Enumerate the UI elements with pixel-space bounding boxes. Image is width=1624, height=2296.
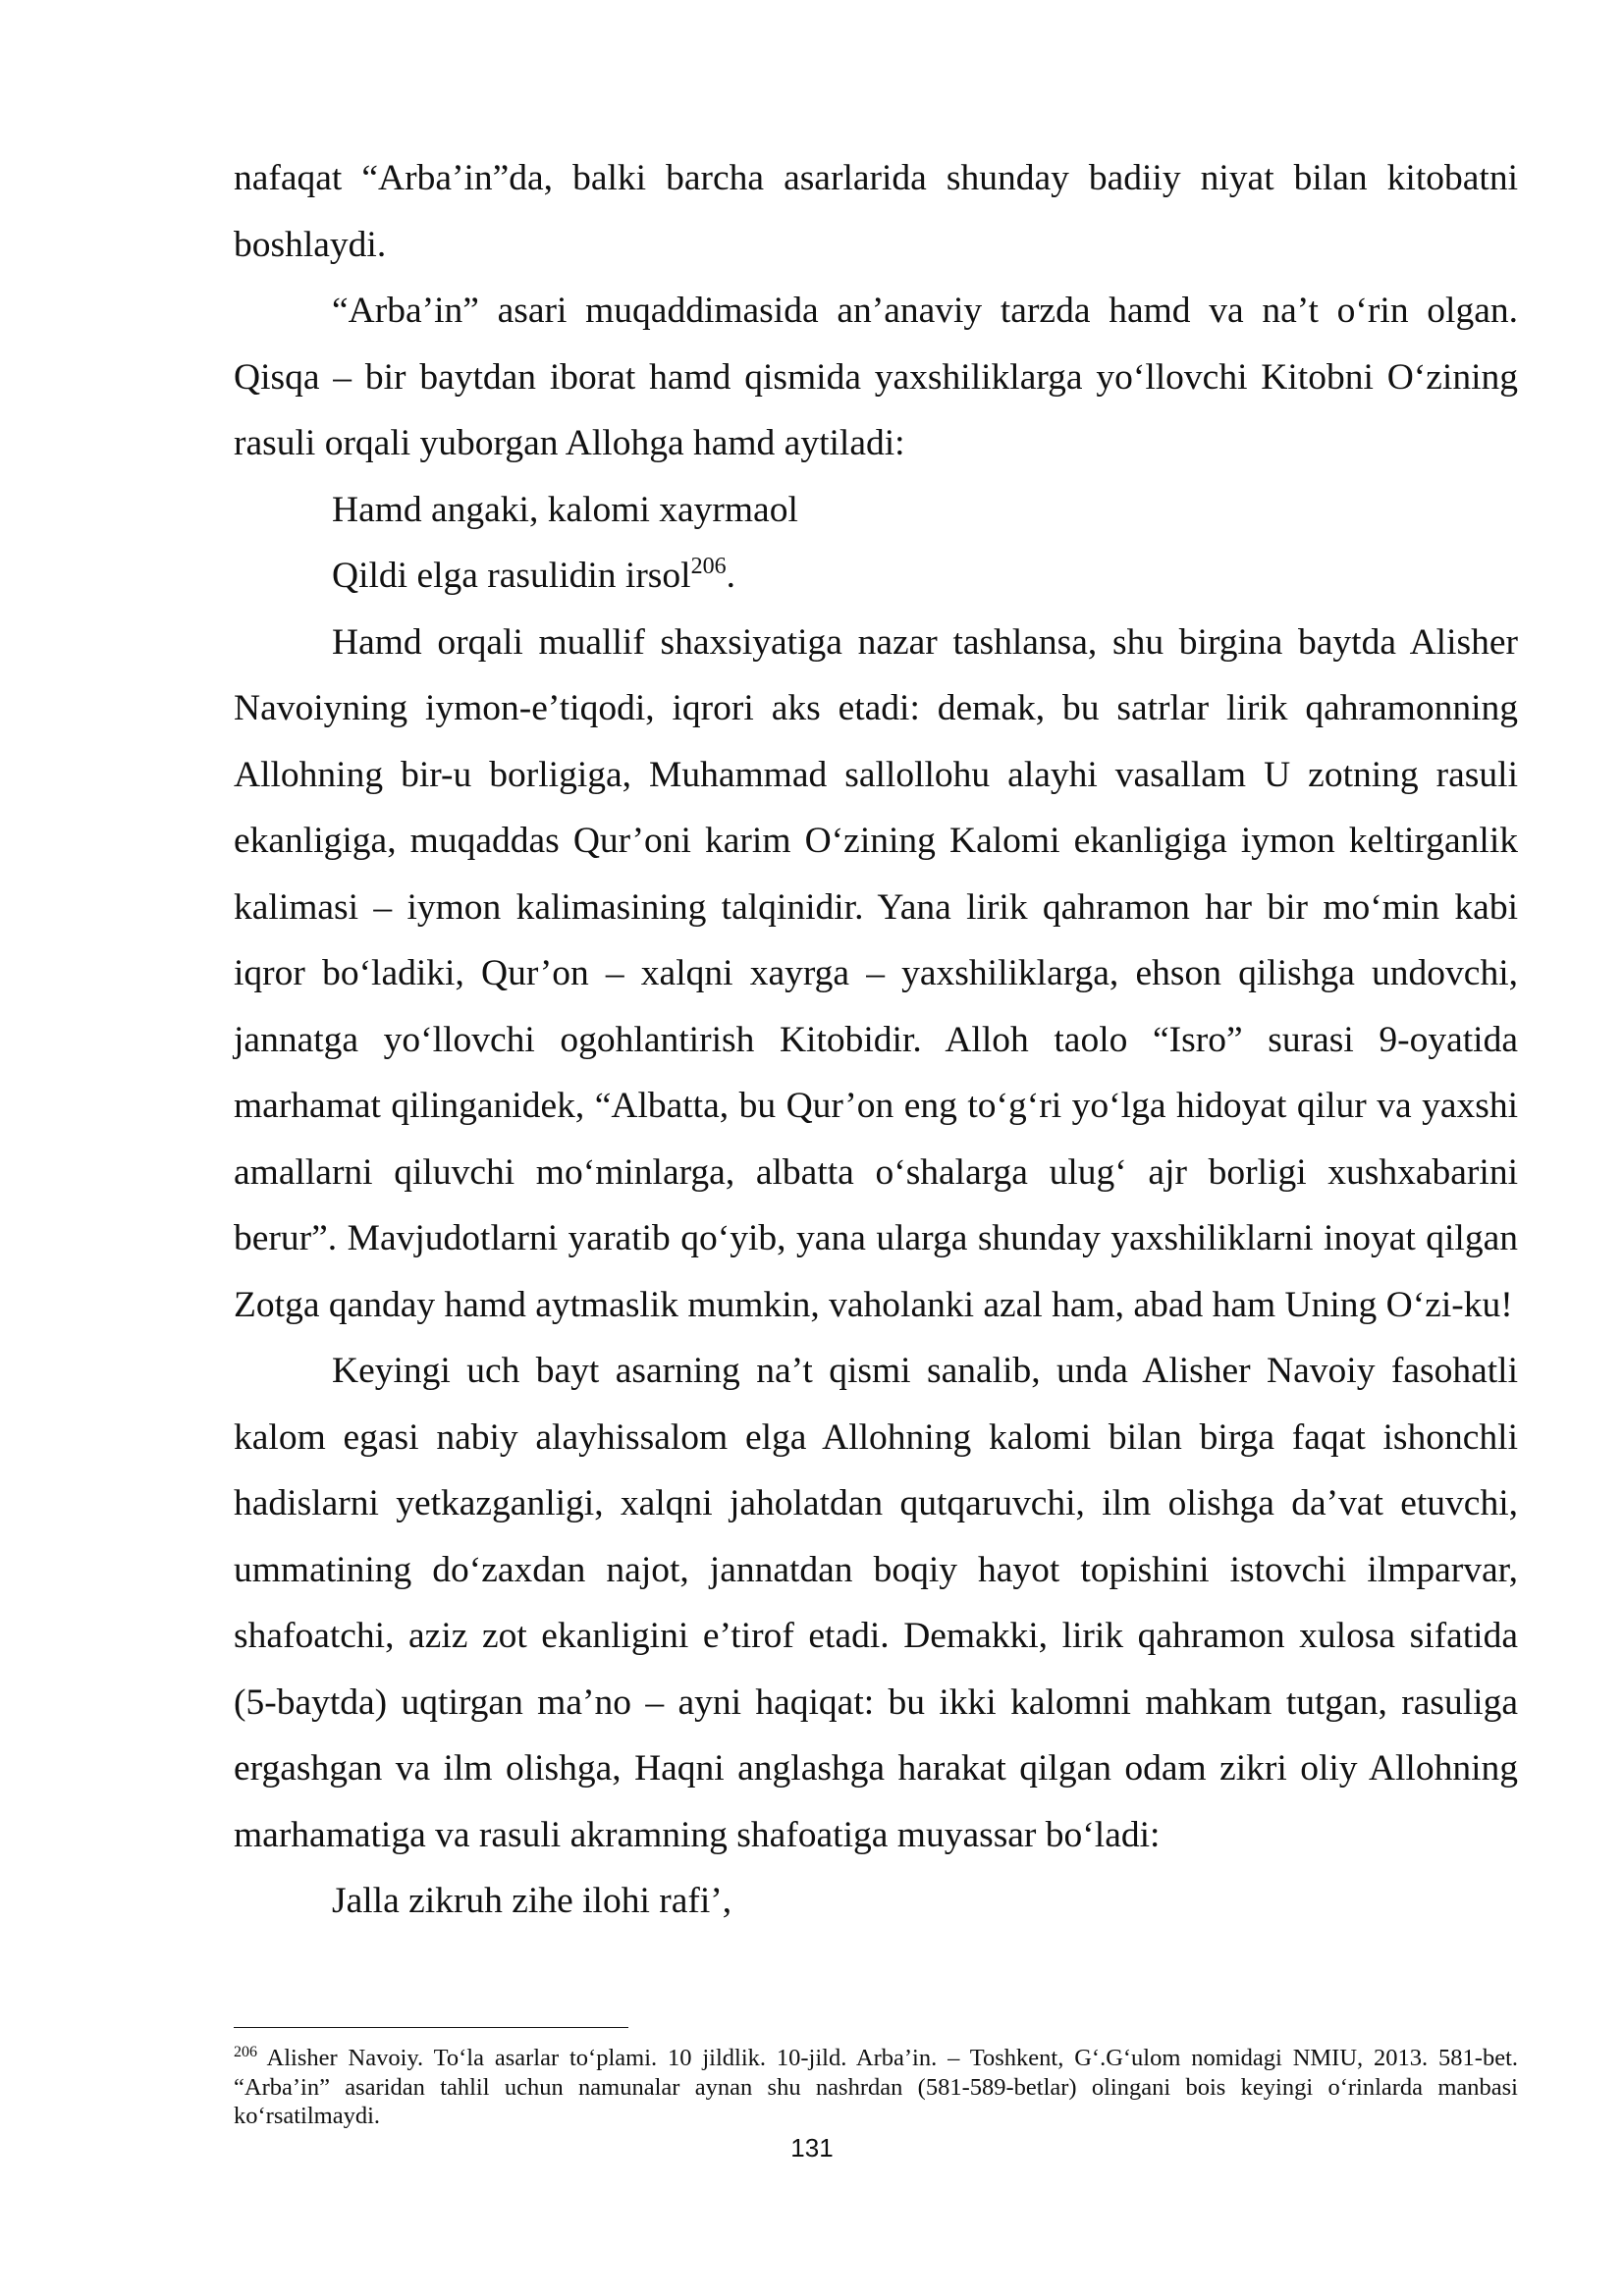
verse-line-2-text: Qildi elga rasulidin irsol bbox=[332, 556, 691, 596]
verse-line-3: Jalla zikruh zihe ilohi rafi’, bbox=[332, 1881, 732, 1921]
paragraph-continuation: nafaqat “Arba’in”da, balki barcha asarlarida shunday badiiy niyat bilan kitobatni boshlaydi. bbox=[234, 158, 1518, 265]
footnote-divider bbox=[234, 2027, 628, 2028]
page-number: 131 bbox=[790, 2133, 834, 2163]
footnote-text: Alisher Navoiy. To‘la asarlar to‘plami. 10 jildlik. 10-jild. Arba’in. – Toshkent, G‘.G‘ulom nomidagi NMIU, 2013. 581-bet. “Arba’in” asaridan tahlil uchun namunalar aynan shu nashrdan (581-589-betlar) olingani bois keyingi o‘rinlarda manbasi ko‘rsatilmaydi. bbox=[234, 2045, 1518, 2129]
footnote bbox=[234, 2044, 1518, 2131]
verse-line-1: Hamd angaki, kalomi xayrmaol bbox=[332, 489, 798, 530]
page-body bbox=[234, 145, 1518, 1935]
footnote-reference[interactable]: 206 bbox=[690, 554, 727, 579]
paragraph-hamd-analysis: Hamd orqali muallif shaxsiyatiga nazar tashlansa, shu birgina baytda Alisher Navoiyning iymon-e’tiqodi, iqrori aks etadi: demak, bu satrlar lirik qahramonning Allohning bir-u borligiga, Muhammad sallollohu alayhi vasallam U zotning rasuli ekanligiga, muqaddas Qur’oni karim O‘zining Kalomi ekanligiga iymon keltirganlik kalimasi – iymon kalimasining talqinidir. Yana lirik qahramon har bir mo‘min kabi iqror bo‘ladiki, Qur’on – xalqni xayrga – yaxshiliklarga, ehson qilishga undovchi, jannatga yo‘llovchi ogohlantirish Kitobidir. Alloh taolo “Isro” surasi 9-oyatida marhamat qilinganidek, “Albatta, bu Qur’on eng to‘g‘ri yo‘lga hidoyat qilur va yaxshi amallarni qiluvchi mo‘minlarga, albatta o‘shalarga ulug‘ ajr borligi xushxabarini berur”. Mavjudotlarni yaratib qo‘yib, yana ularga shunday yaxshiliklarni inoyat qilgan Zotga qanday hamd aytmaslik mumkin, vaholanki azal ham, abad ham Uning O‘zi-ku! bbox=[234, 621, 1518, 1325]
verse-line-2 bbox=[234, 543, 1518, 610]
paragraph-muqaddima: “Arba’in” asari muqaddimasida an’anaviy tarzda hamd va na’t o‘rin olgan. Qisqa – bir baytdan iborat hamd qismida yaxshiliklarga yo‘llovchi Kitobni O‘zining rasuli orqali yuborgan Allohga hamd aytiladi: bbox=[234, 291, 1518, 463]
verse-line-2-end: . bbox=[726, 556, 735, 596]
footnote-number: 206 bbox=[234, 2044, 257, 2060]
paragraph-naat-analysis: Keyingi uch bayt asarning na’t qismi sanalib, unda Alisher Navoiy fasohatli kalom egasi nabiy alayhissalom elga Allohning kalomi bilan birga faqat ishonchli hadislarni yetkazganligi, xalqni jaholatdan qutqaruvchi, ilm olishga da’vat etuvchi, ummatining do‘zaxdan najot, jannatdan boqiy hayot topishini istovchi ilmparvar, shafoatchi, aziz zot ekanligini e’tirof etadi. Demakki, lirik qahramon xulosa sifatida (5-baytda) uqtirgan ma’no – ayni haqiqat: bu ikki kalomni mahkam tutgan, rasuliga ergashgan va ilm olishga, Haqni anglashga harakat qilgan odam zikri oliy Allohning marhamatiga va rasuli akramning shafoatiga muyassar bo‘ladi: bbox=[234, 1351, 1518, 1855]
